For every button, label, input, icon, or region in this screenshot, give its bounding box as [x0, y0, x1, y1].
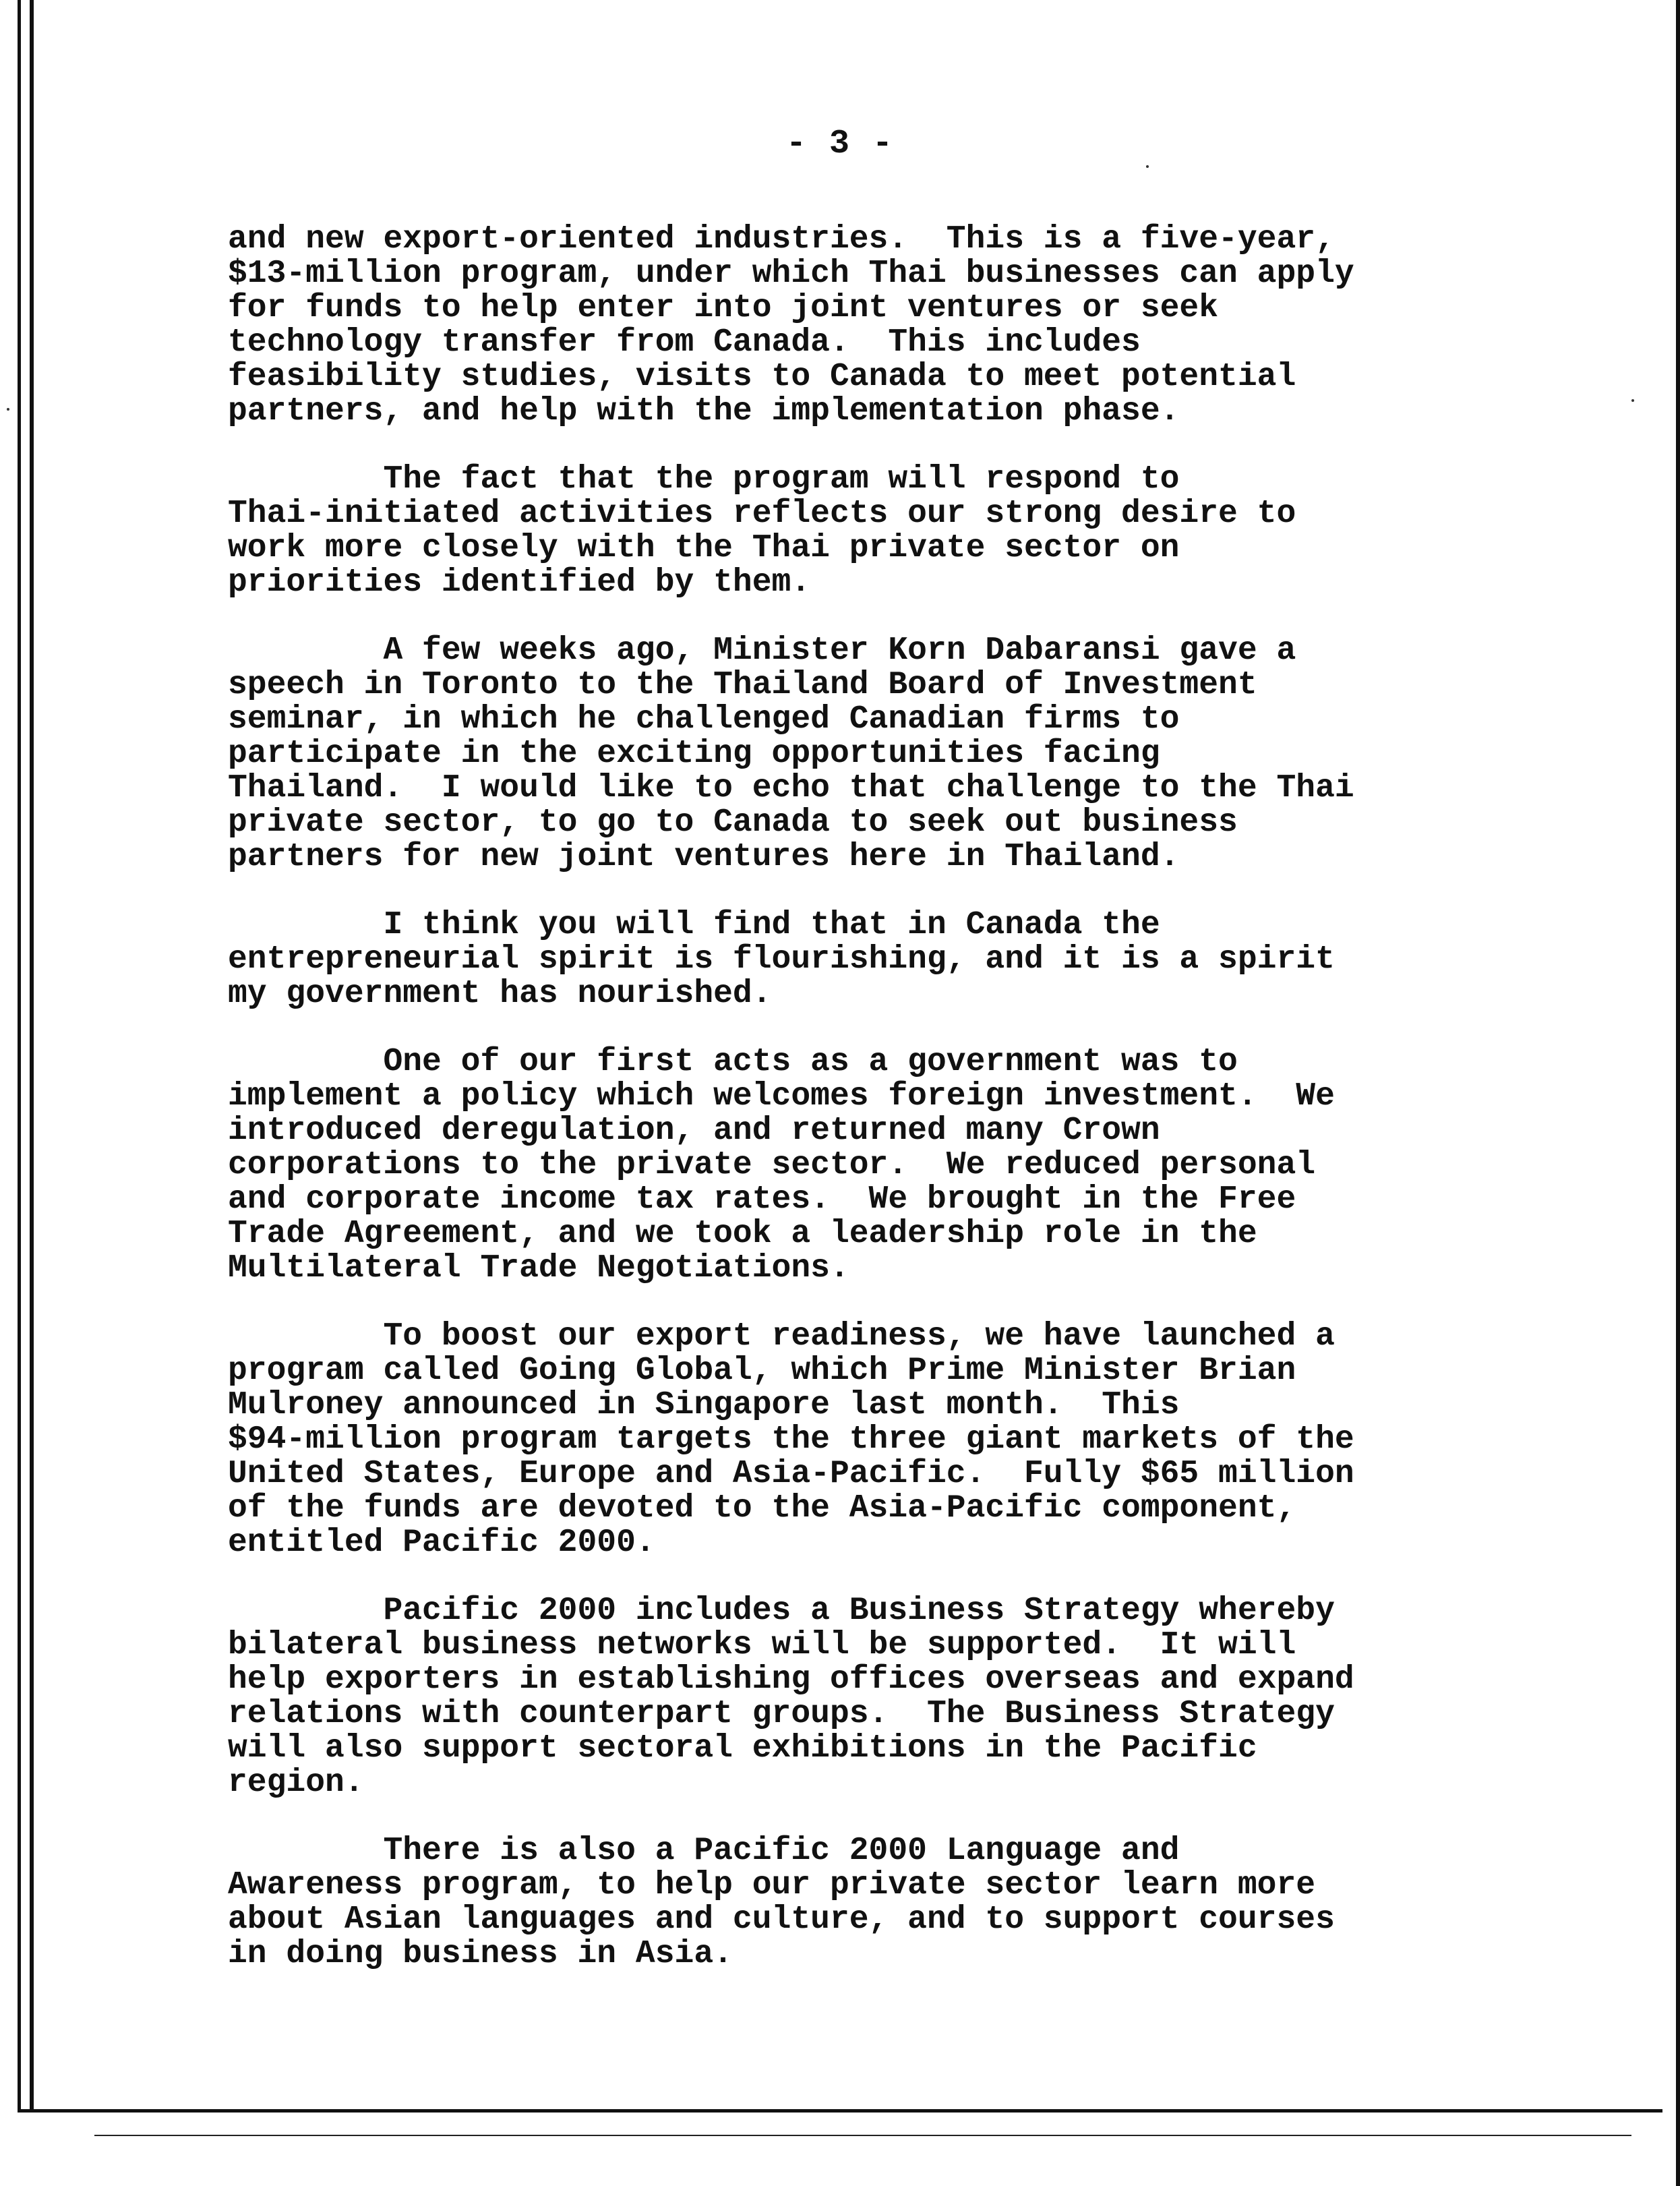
- text-line: feasibility studies, visits to Canada to meet potential: [228, 359, 1296, 395]
- text-line: and corporate income tax rates. We brought in the Free: [228, 1181, 1296, 1218]
- text-line: participate in the exciting opportunities facing: [228, 736, 1160, 772]
- text-line: of the funds are devoted to the Asia-Pacific component,: [228, 1490, 1296, 1527]
- text-line: Thai-initiated activities reflects our strong desire to: [228, 496, 1296, 532]
- text-line: Mulroney announced in Singapore last month. This: [228, 1387, 1180, 1423]
- text-line: Awareness program, to help our private sector learn more: [228, 1867, 1316, 1903]
- text-line: implement a policy which welcomes foreign investment. We: [228, 1078, 1335, 1115]
- scan-left-border: [18, 0, 21, 2112]
- text-line: partners for new joint ventures here in Thailand.: [228, 839, 1180, 875]
- text-line: region.: [228, 1765, 364, 1801]
- text-line: There is also a Pacific 2000 Language and: [228, 1833, 1180, 1869]
- text-line: in doing business in Asia.: [228, 1936, 733, 1972]
- text-line: $13-million program, under which Thai businesses can apply: [228, 256, 1354, 292]
- paragraph: [228, 223, 1455, 429]
- text-line: help exporters in establishing offices overseas and expand: [228, 1661, 1354, 1698]
- body-text: [228, 223, 1455, 2005]
- paragraph: [228, 1320, 1455, 1560]
- text-line: $94-million program targets the three giant markets of the: [228, 1421, 1354, 1458]
- paragraph: [228, 1045, 1455, 1286]
- text-line: my government has nourished.: [228, 976, 772, 1012]
- scan-speck: [1146, 165, 1149, 168]
- text-line: Thailand. I would like to echo that challenge to the Thai: [228, 770, 1354, 806]
- text-line: introduced deregulation, and returned many Crown: [228, 1113, 1160, 1149]
- paragraph: [228, 634, 1455, 875]
- scan-bottom-border: [18, 2109, 1662, 2113]
- text-line: work more closely with the Thai private sector on: [228, 530, 1180, 566]
- text-line: Multilateral Trade Negotiations.: [228, 1250, 849, 1287]
- text-line: United States, Europe and Asia-Pacific. Fully $65 million: [228, 1456, 1354, 1492]
- paragraph: [228, 1594, 1455, 1800]
- text-line: priorities identified by them.: [228, 564, 811, 601]
- scan-speck: [1631, 399, 1634, 402]
- scan-left-border-inner: [30, 0, 34, 2112]
- paragraph: [228, 908, 1455, 1011]
- scan-bottom-line: [94, 2135, 1631, 2136]
- text-line: corporations to the private sector. We reduced personal: [228, 1147, 1316, 1183]
- text-line: private sector, to go to Canada to seek out business: [228, 804, 1238, 841]
- page-number: - 3 -: [785, 125, 895, 163]
- text-line: and new export-oriented industries. This is a five-year,: [228, 221, 1335, 258]
- text-line: seminar, in which he challenged Canadian firms to: [228, 701, 1180, 738]
- text-line: partners, and help with the implementation phase.: [228, 393, 1180, 430]
- text-line: entrepreneurial spirit is flourishing, and it is a spirit: [228, 941, 1335, 978]
- scan-right-border: [1676, 0, 1680, 2186]
- text-line: bilateral business networks will be supported. It will: [228, 1627, 1296, 1663]
- text-line: relations with counterpart groups. The Business Strategy: [228, 1696, 1335, 1732]
- scan-speck: [7, 408, 9, 411]
- text-line: I think you will find that in Canada the: [228, 907, 1160, 943]
- paragraph: [228, 463, 1455, 600]
- text-line: technology transfer from Canada. This includes: [228, 324, 1141, 361]
- text-line: program called Going Global, which Prime Minister Brian: [228, 1353, 1296, 1389]
- paragraph: [228, 1834, 1455, 1972]
- text-line: will also support sectoral exhibitions in the Pacific: [228, 1730, 1257, 1767]
- text-line: entitled Pacific 2000.: [228, 1525, 655, 1561]
- text-line: Trade Agreement, and we took a leadership role in the: [228, 1216, 1257, 1252]
- text-line: Pacific 2000 includes a Business Strategy whereby: [228, 1593, 1335, 1629]
- text-line: The fact that the program will respond to: [228, 461, 1180, 498]
- text-line: speech in Toronto to the Thailand Board of Investment: [228, 667, 1257, 703]
- text-line: for funds to help enter into joint ventures or seek: [228, 290, 1219, 326]
- text-line: One of our first acts as a government was to: [228, 1044, 1238, 1080]
- text-line: about Asian languages and culture, and to support courses: [228, 1901, 1335, 1938]
- text-line: To boost our export readiness, we have launched a: [228, 1318, 1335, 1355]
- text-line: A few weeks ago, Minister Korn Dabaransi gave a: [228, 632, 1296, 669]
